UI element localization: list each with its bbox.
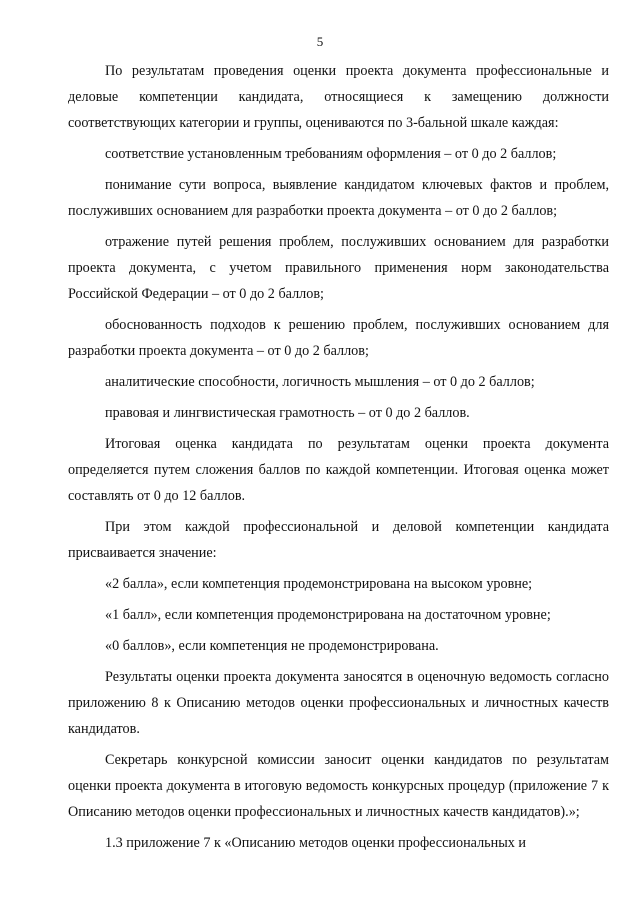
paragraph-score-values: При этом каждой профессиональной и деловой компетенции кандидата присваивается значение: — [68, 519, 609, 561]
page-number: 5 — [316, 34, 324, 49]
paragraph-criterion-literacy: правовая и лингвистическая грамотность – от 0 до 2 баллов. — [105, 405, 470, 421]
paragraph-criterion-formatting: соответствие установленным требованиям оформления – от 0 до 2 баллов; — [105, 146, 557, 162]
paragraph-secretary: Секретарь конкурсной комиссии заносит оценки кандидатов по результатам оценки проекта документа в итоговую ведомость конкурсных процедур (приложение 7 к Описанию методов оценки профессиональных и личностных качеств кандидатов).»; — [68, 752, 609, 820]
paragraph-item-1-3: 1.3 приложение 7 к «Описанию методов оценки профессиональных и — [105, 835, 526, 851]
paragraph-intro: По результатам проведения оценки проекта документа профессиональные и деловые компетенции кандидата, относящиеся к замещению должности соответствующих категории и группы, оцениваются по 3-бальной шкале каждая: — [68, 63, 609, 131]
paragraph-score-1: «1 балл», если компетенция продемонстрирована на достаточном уровне; — [105, 607, 551, 623]
paragraph-criterion-solutions: отражение путей решения проблем, послуживших основанием для разработки проекта документа, с учетом правильного применения норм законодательства Российской Федерации – от 0 до 2 баллов; — [68, 234, 609, 302]
paragraph-criterion-understanding: понимание сути вопроса, выявление кандидатом ключевых фактов и проблем, послуживших основанием для разработки проекта документа – от 0 до 2 баллов; — [68, 177, 609, 219]
paragraph-results-sheet: Результаты оценки проекта документа заносятся в оценочную ведомость согласно приложению 8 к Описанию методов оценки профессиональных и личностных качеств кандидатов. — [68, 669, 609, 737]
paragraph-score-2: «2 балла», если компетенция продемонстрирована на высоком уровне; — [105, 576, 533, 592]
paragraph-score-0: «0 баллов», если компетенция не продемонстрирована. — [105, 638, 439, 654]
paragraph-criterion-approaches: обоснованность подходов к решению проблем, послуживших основанием для разработки проекта документа – от 0 до 2 баллов; — [68, 317, 609, 359]
document-body — [68, 58, 609, 861]
paragraph-criterion-analytics: аналитические способности, логичность мышления – от 0 до 2 баллов; — [105, 374, 535, 390]
paragraph-total-score: Итоговая оценка кандидата по результатам оценки проекта документа определяется путем сложения баллов по каждой компетенции. Итоговая оценка может составлять от 0 до 12 баллов. — [68, 436, 609, 504]
